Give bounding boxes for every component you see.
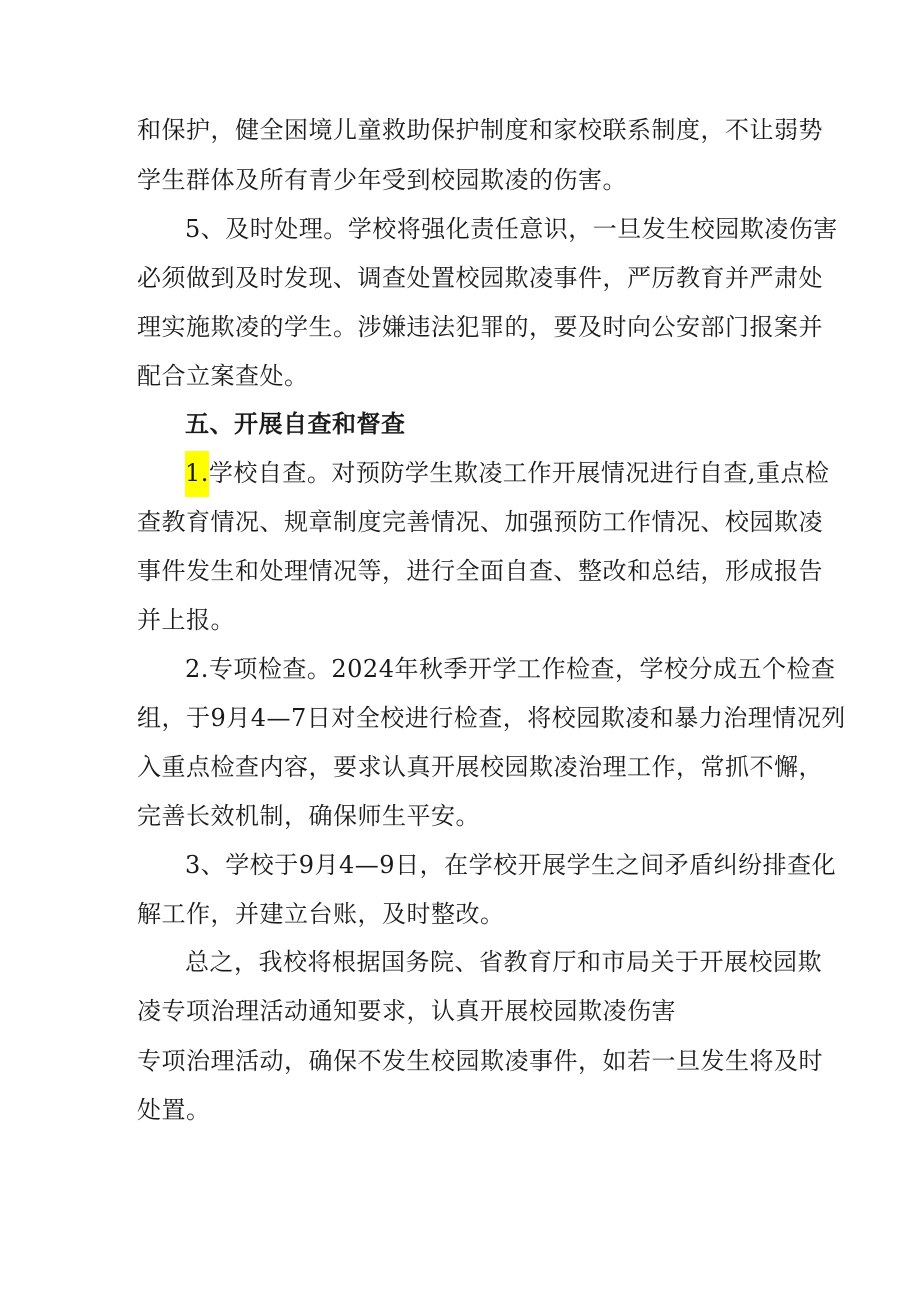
body-line-6: 配合立案查处。 [137,362,309,390]
body-line-3: 5、及时处理。学校将强化责任意识，一旦发生校园欺凌伤害 [185,215,838,243]
body-line-18: 总之，我校将根据国务院、省教育厅和市局关于开展校园欺 [185,948,822,976]
body-line-8 [185,457,920,489]
item-1-text: 学校自查。对预防学生欺凌工作开展情况进行自查,重点检 [208,459,830,487]
body-line-20: 专项治理活动，确保不发生校园欺凌事件，如若一旦发生将及时 [137,1047,823,1075]
item-number-highlight: 1. [185,451,209,497]
body-line-14: 入重点检查内容，要求认真开展校园欺凌治理工作，常抓不懈， [137,753,823,781]
body-line-13: 组，于9月4—7日对全校进行检查，将校园欺凌和暴力治理情况列 [137,704,846,732]
body-line-4: 必须做到及时发现、调查处置校园欺凌事件，严厉教育并严肃处 [137,264,823,292]
body-line-10: 事件发生和处理情况等，进行全面自查、整改和总结，形成报告 [137,557,823,585]
body-line-16: 3、学校于9月4—9日，在学校开展学生之间矛盾纠纷排查化 [185,851,837,879]
body-line-21: 处置。 [137,1096,211,1124]
section-heading: 五、开展自查和督查 [185,410,406,438]
body-line-19: 凌专项治理活动通知要求，认真开展校园欺凌伤害 [137,997,676,1025]
body-line-9: 查教育情况、规章制度完善情况、加强预防工作情况、校园欺凌 [137,508,823,536]
body-line-15: 完善长效机制，确保师生平安。 [137,802,480,830]
body-line-17: 解工作，并建立台账，及时整改。 [137,900,505,928]
body-line-1: 和保护，健全困境儿童救助保护制度和家校联系制度，不让弱势 [137,116,823,144]
body-line-5: 理实施欺凌的学生。涉嫌违法犯罪的，要及时向公安部门报案并 [137,313,823,341]
body-line-11: 并上报。 [137,606,235,634]
body-line-12: 2.专项检查。2024年秋季开学工作检查，学校分成五个检查 [185,655,836,683]
body-line-2: 学生群体及所有青少年受到校园欺凌的伤害。 [137,166,627,194]
